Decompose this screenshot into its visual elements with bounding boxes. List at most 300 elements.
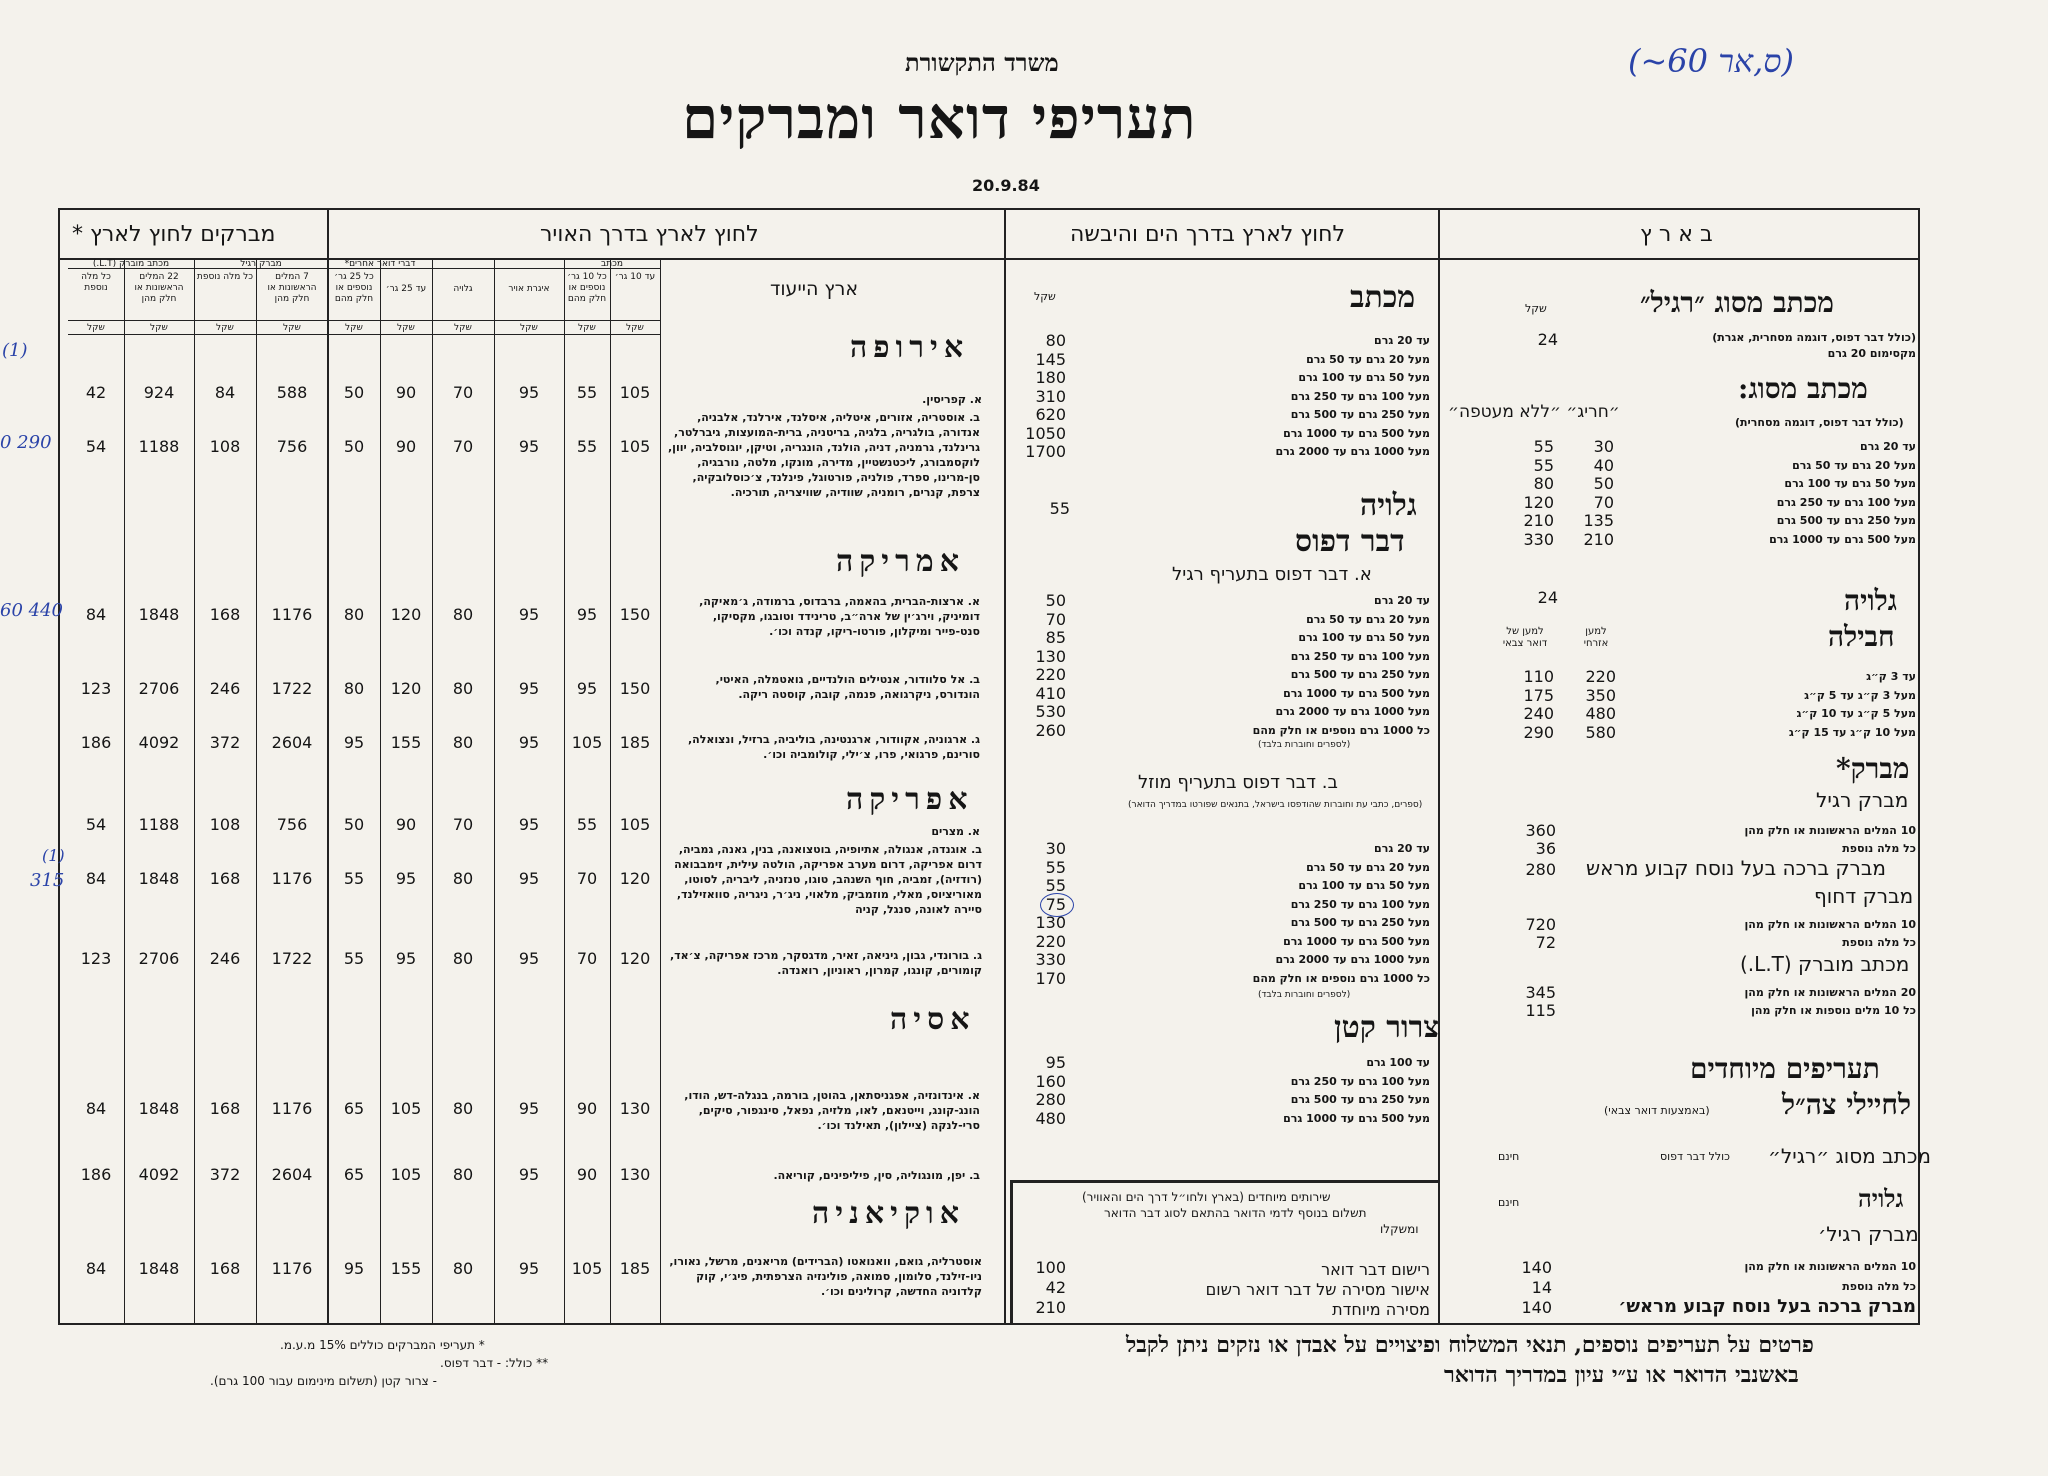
grid-col-line	[328, 260, 329, 1323]
surface-weight-label: מעל 100 גרם עד 250 גרם	[1290, 649, 1430, 663]
rate-cell: 95	[576, 679, 598, 698]
rate-cell: 55	[343, 869, 365, 888]
surface-printed-b-note: (ספרים, כתבי עת וחוברות שהודפסו בישראל, בתנאים שפורטו במדריך הדואר)	[1128, 800, 1423, 810]
surface-price: 170	[1035, 968, 1066, 988]
telegram-price: 720	[1525, 915, 1556, 934]
parcel-price-civil: 480	[1585, 704, 1616, 723]
rate-cell: 95	[518, 1259, 540, 1278]
domestic-regular-note: (כולל דבר דפוס, דוגמה מסחרית, אגרת) מקסימום 20 גרם	[1712, 331, 1916, 360]
unit-label: שקל	[87, 323, 105, 333]
rate-cell: 90	[395, 815, 417, 834]
domestic-tel-regular: מברק רגיל	[1816, 788, 1909, 812]
surface-weight-label: מעל 50 גרם עד 100 גרם	[1298, 879, 1430, 892]
region-europe: אירופה	[850, 330, 970, 365]
surface-price: 145	[1035, 349, 1066, 369]
rate-cell: 4092	[138, 733, 180, 752]
rate-cell: 105	[619, 815, 651, 834]
margin-note-3: 60 440	[0, 600, 63, 621]
surface-weight-label: עד 20 גרם	[1374, 594, 1430, 607]
destination-list: א. מצרים	[931, 825, 980, 838]
rate-cell: 1848	[138, 869, 180, 888]
surface-weight-label: מעל 500 גרם עד 1000 גרם	[1283, 426, 1430, 440]
special-service-abroad: 210	[1035, 1298, 1066, 1317]
parcel-price-military: 240	[1523, 704, 1554, 723]
col-header: כל 25 גר׳ נוספים או חלק מהם	[334, 272, 374, 304]
divider-air-surface	[1004, 208, 1006, 1324]
destination-list: אוסטרליה, גואם, וואנואטו (הברידים) מריאנים, מרשל, נאורו, ניו-זילנד, סלומון, סמואה, פולינזיה הצרפתית, פיג׳י, קוק קלדוניה החדשה, קרולינים וכו׳.	[669, 1255, 982, 1298]
surface-price: 95	[1045, 1053, 1066, 1072]
domestic-price-exception: 55	[1533, 437, 1554, 456]
grid-col-line	[124, 260, 125, 1323]
soldier-letter-note: כולל דבר דפוס	[1660, 1150, 1730, 1163]
domestic-price-noenv: 30	[1593, 437, 1614, 456]
domestic-price-noenv: 70	[1593, 492, 1614, 512]
rate-cell: 80	[452, 1099, 474, 1118]
domestic-telegram-title: מברק*	[1836, 752, 1910, 785]
rate-cell: 95	[343, 1259, 365, 1278]
surface-price: 1700	[1025, 442, 1066, 461]
rate-cell: 80	[452, 733, 474, 752]
rate-cell: 372	[209, 733, 241, 752]
rate-cell: 105	[619, 383, 651, 402]
footer-line2: באשנבי הדואר או ע״י עיון במדריך הדואר	[1444, 1362, 1799, 1388]
rate-cell: 246	[209, 679, 241, 698]
rate-cell: 155	[390, 1259, 422, 1278]
rate-cell: 95	[518, 1165, 540, 1184]
domestic-express-title: מכתב מסוג:	[1738, 372, 1868, 405]
rate-cell: 1848	[138, 605, 180, 624]
parcel-col-civil: למען אזרחי	[1583, 626, 1609, 649]
domestic-price-noenv: 50	[1593, 474, 1614, 493]
rate-cell: 95	[395, 949, 417, 968]
rate-cell: 50	[343, 437, 365, 456]
rate-cell: 95	[518, 605, 540, 624]
domestic-price-exception: 330	[1523, 529, 1554, 549]
rate-cell: 84	[85, 869, 107, 888]
group-header: מכתב מוברק (L.T.)	[92, 259, 170, 269]
soldier-telegram-label: כל מלה נוספת	[1842, 1280, 1916, 1293]
telegram-price: 360	[1525, 821, 1556, 840]
domestic-price-exception: 55	[1533, 455, 1554, 475]
grid-col-line	[610, 260, 611, 1323]
handwritten-note: (~60 ס,אר)	[1628, 42, 1794, 80]
grid-col-line	[432, 260, 433, 1323]
surface-price: 220	[1035, 931, 1066, 951]
col-header-surface: לחוץ לארץ בדרך הים והיבשה	[1070, 222, 1346, 247]
rate-cell: 1176	[271, 605, 313, 624]
unit-label: שקל	[216, 323, 234, 333]
rate-cell: 588	[276, 383, 308, 402]
rate-cell: 55	[343, 949, 365, 968]
telegram-label: 20 המלים הראשונות או חלק מהן	[1744, 986, 1916, 999]
rate-cell: 168	[209, 869, 241, 888]
surface-letter-title: מכתב	[1350, 280, 1416, 315]
surface-printed-title: דבר דפוס	[1295, 524, 1405, 559]
surface-weight-label: מעל 1000 גרם עד 2000 גרם	[1275, 953, 1430, 966]
unit-label: שקל	[345, 323, 363, 333]
domestic-weight-label: מעל 20 גרם עד 50 גרם	[1792, 458, 1916, 472]
region-oceania: אוקיאניה	[812, 1196, 965, 1231]
rate-cell: 120	[619, 869, 651, 888]
surface-weight-label: מעל 100 גרם עד 250 גרם	[1290, 897, 1430, 911]
parcel-price-military: 110	[1523, 667, 1554, 686]
grid-body-line	[68, 334, 660, 335]
col-header-air: לחוץ לארץ בדרך האויר	[540, 222, 759, 247]
grid-col-line	[660, 260, 661, 1323]
parcel-price-military: 290	[1523, 722, 1554, 742]
domestic-tel-urgent: מברק דחוף	[1814, 884, 1914, 908]
surface-price: 410	[1035, 683, 1066, 703]
col-header-domestic: ב א ר ץ	[1640, 222, 1713, 247]
rate-cell: 95	[518, 733, 540, 752]
rate-cell: 756	[276, 815, 308, 834]
surface-price: 80	[1045, 331, 1066, 350]
rate-cell: 1722	[271, 679, 313, 698]
domestic-price-exception: 120	[1523, 492, 1554, 512]
rate-cell: 70	[576, 869, 598, 888]
surface-unit: שקל	[1034, 290, 1056, 303]
surface-postcard-price: 55	[1049, 499, 1070, 518]
domestic-price-exception: 210	[1523, 511, 1554, 530]
special-service-domestic: 140	[1521, 1298, 1552, 1317]
surface-weight-label: מעל 1000 גרם עד 2000 גרם	[1275, 445, 1430, 458]
rate-cell: 1722	[271, 949, 313, 968]
domestic-weight-label: מעל 250 גרם עד 500 גרם	[1776, 514, 1916, 527]
telegram-price: 345	[1525, 983, 1556, 1002]
surface-weight-label: עד 20 גרם	[1374, 334, 1430, 347]
parcel-weight-label: מעל 10 ק״ג עד 15 ק״ג	[1788, 725, 1916, 739]
col-header: עד 25 גר׳	[385, 284, 427, 294]
destination-list: ג. ארגוניה, אקוודור, ארגנטינה, בוליביה, ברזיל, ונצואלה, סורינם, פרגואי, פרו, צ׳ילי, קולומביה וכו׳.	[688, 733, 980, 761]
rate-cell: 70	[452, 815, 474, 834]
circled-75	[1040, 893, 1074, 917]
special-service-domestic: 140	[1521, 1258, 1552, 1277]
rate-cell: 123	[80, 679, 112, 698]
parcel-weight-label: עד 3 ק״ג	[1866, 670, 1916, 683]
surface-weight-label: מעל 50 גרם עד 100 גרם	[1298, 631, 1430, 644]
rate-cell: 105	[390, 1099, 422, 1118]
table-bottom-border	[58, 1323, 1920, 1325]
region-america: אמריקה	[836, 544, 965, 579]
rate-cell: 186	[80, 1165, 112, 1184]
region-africa: אפריקה	[846, 782, 974, 817]
rate-cell: 80	[452, 869, 474, 888]
rate-cell: 95	[518, 1099, 540, 1118]
rate-cell: 80	[452, 1259, 474, 1278]
rate-cell: 70	[452, 437, 474, 456]
ministry-name: משרד התקשורת	[905, 48, 1059, 77]
domestic-tel-greeting: מברק ברכה בעל נוסח קבוע מראש	[1586, 856, 1886, 880]
rate-cell: 756	[276, 437, 308, 456]
parcel-weight-label: מעל 3 ק״ג עד 5 ק״ג	[1804, 688, 1916, 702]
soldiers-note: (באמצעות דואר צבאי)	[1604, 1104, 1710, 1117]
rate-cell: 168	[209, 605, 241, 624]
special-service-label: רישום דבר דואר	[1321, 1260, 1430, 1279]
rate-cell: 55	[576, 437, 598, 456]
rate-cell: 84	[85, 1259, 107, 1278]
rate-cell: 95	[395, 869, 417, 888]
grid-unit-line	[68, 320, 660, 321]
surface-weight-label: מעל 20 גרם עד 50 גרם	[1306, 612, 1430, 626]
special-sub2: ומשקלו	[1380, 1222, 1419, 1236]
surface-weight-label: מעל 100 גרם עד 250 גרם	[1290, 1074, 1430, 1088]
surface-weight-label: מעל 250 גרם עד 500 גרם	[1290, 668, 1430, 681]
surface-weight-label: מעל 250 גרם עד 500 גרם	[1290, 408, 1430, 421]
col-header: 7 המלים הראשונות או חלק מהן	[267, 272, 317, 304]
surface-weight-label: מעל 250 גרם עד 500 גרם	[1290, 1093, 1430, 1106]
unit-label: שקל	[283, 323, 301, 333]
surface-small-packet-title: צרור קטן	[1334, 1010, 1440, 1045]
domestic-weight-label: מעל 500 גרם עד 1000 גרם	[1769, 532, 1916, 546]
divider-surface-domestic	[1438, 208, 1440, 1324]
destination-list: ב. אוסטריה, אזורים, איטליה, איסלנד, אירלנד, אלבניה, אנדורה, בולגריה, בלגיה, בריטניה, ברית-המועצות, גיברלטר, גרינלנד, גרמניה, דניה, הולנד, הונגריה, וטיקן, יוגוסלביה, יוון, לוקסמבורג, ליכטנשטיין, מדירה, מונקו, מלטה, נורבגיה, סן-מרינו, ספרד, פולניה, פורטוגל, פינלנד, צ׳כוסלובקיה, צרפת, קנרים, רומניה, שוודיה, שוויצריה, תורכיה.	[668, 411, 980, 499]
destination-list: א. אינדונזיה, אפגניסתאן, בהוטן, בורמה, בנגלה-דש, הודו, הונג-קונג, וייטנאם, לאו, מלזיה, נפאל, סינגפור, סיקים, סרי-לנקה (ציילון), תאילנד וכו׳.	[684, 1089, 980, 1132]
domestic-parcel-title: חבילה	[1828, 620, 1895, 653]
grid-col-line	[564, 260, 565, 1323]
parcel-col-military: למען של דואר צבאי	[1502, 626, 1548, 649]
date: 20.9.84	[972, 176, 1040, 195]
rate-cell: 150	[619, 679, 651, 698]
rate-cell: 84	[214, 383, 236, 402]
soldiers-sub: לחיילי צה״ל	[1782, 1088, 1912, 1121]
unit-label: שקל	[397, 323, 415, 333]
surface-price: 260	[1035, 720, 1066, 740]
rate-cell: 120	[390, 679, 422, 698]
surface-weight-label: מעל 500 גרם עד 1000 גרם	[1283, 1111, 1430, 1125]
rate-cell: 168	[209, 1259, 241, 1278]
special-title: שירותים מיוחדים (בארץ ולחו״ל דרך הים והאוויר)	[1082, 1190, 1331, 1204]
domestic-regular-title: מכתב מסוג ״רגיל״	[1640, 286, 1834, 319]
rate-cell: 1848	[138, 1099, 180, 1118]
surface-price: 330	[1035, 950, 1066, 969]
surface-price: 310	[1035, 386, 1066, 406]
surface-price: 55	[1045, 857, 1066, 877]
dest-header: ארץ הייעוד	[770, 278, 859, 300]
telegram-label: כל מלה נוספת	[1842, 842, 1916, 855]
telegram-label: כל 10 מלים נוספות או חלק מהן	[1751, 1004, 1916, 1017]
rate-cell: 155	[390, 733, 422, 752]
rate-cell: 2706	[138, 679, 180, 698]
rate-cell: 95	[518, 383, 540, 402]
domestic-price-noenv: 135	[1583, 511, 1614, 530]
col-header: גלויה	[453, 284, 473, 294]
region-asia: אסיה	[890, 1002, 976, 1037]
rate-cell: 70	[452, 383, 474, 402]
rate-cell: 186	[80, 733, 112, 752]
footnote-1: * תעריפי המברקים כוללים 15% מ.ע.מ.	[280, 1338, 485, 1352]
grid-col-line	[256, 260, 257, 1323]
rate-cell: 95	[518, 815, 540, 834]
group-header: מברק רגיל	[240, 259, 282, 269]
telegram-label: 10 המלים הראשונות או חלק מהן	[1744, 918, 1916, 931]
domestic-tel-greeting-price: 280	[1525, 860, 1556, 879]
soldier-telegram: מברק רגיל׳	[1818, 1222, 1919, 1246]
margin-note-5: 315	[30, 870, 65, 891]
parcel-price-civil: 350	[1585, 685, 1616, 705]
surface-weight-label: מעל 50 גרם עד 100 גרם	[1298, 371, 1430, 384]
soldier-telegram-label: מברק ברכה בעל נוסח קבוע מראש׳	[1618, 1296, 1916, 1317]
rate-cell: 130	[619, 1165, 651, 1184]
col-header: עד 10 גר׳	[614, 272, 656, 282]
surface-price: 160	[1035, 1071, 1066, 1091]
soldiers-title: תעריפים מיוחדים	[1690, 1052, 1880, 1085]
rate-cell: 108	[209, 815, 241, 834]
col-header-telegram: מברקים לחוץ לארץ *	[72, 222, 276, 247]
rate-cell: 105	[571, 1259, 603, 1278]
telegram-price: 115	[1525, 1001, 1556, 1020]
surface-printed-b: ב. דבר דפוס בתעריף מוזל	[1138, 772, 1338, 793]
rate-cell: 84	[85, 605, 107, 624]
domestic-weight-label: מעל 50 גרם עד 100 גרם	[1784, 477, 1916, 490]
rate-cell: 130	[619, 1099, 651, 1118]
domestic-regular-price: 24	[1537, 330, 1558, 349]
surface-weight-label: כל 1000 גרם נוספים או חלק מהם	[1252, 723, 1430, 737]
surface-price: 85	[1045, 628, 1066, 647]
rate-cell: 185	[619, 1259, 651, 1278]
col-header: כל מלה נוספת	[196, 272, 254, 282]
rate-cell: 105	[571, 733, 603, 752]
domestic-postcard-price: 24	[1537, 588, 1558, 607]
parcel-price-civil: 580	[1585, 722, 1616, 742]
domestic-postcard-title: גלויה	[1844, 584, 1897, 617]
domestic-express-name: ״חריג״ ״ללא מעטפה״	[1448, 402, 1620, 422]
special-service-abroad: 100	[1035, 1258, 1066, 1277]
telegram-price: 72	[1535, 933, 1556, 952]
domestic-weight-label: עד 20 גרם	[1860, 440, 1916, 453]
rate-cell: 80	[452, 1165, 474, 1184]
surface-price: 50	[1045, 591, 1066, 610]
parcel-price-military: 175	[1523, 685, 1554, 705]
margin-note-1: (1)	[2, 340, 28, 361]
rate-cell: 95	[576, 605, 598, 624]
rate-cell: 1176	[271, 1099, 313, 1118]
rate-cell: 95	[518, 869, 540, 888]
table-top-border	[58, 208, 1920, 210]
soldier-postcard: גלויה	[1858, 1184, 1904, 1213]
rate-cell: 123	[80, 949, 112, 968]
rate-cell: 108	[209, 437, 241, 456]
rate-cell: 80	[452, 605, 474, 624]
rate-cell: 65	[343, 1165, 365, 1184]
books-only-note: (לספרים וחוברות בלבד)	[1258, 740, 1351, 750]
rate-cell: 2604	[271, 733, 313, 752]
surface-price: 130	[1035, 913, 1066, 932]
rate-cell: 150	[619, 605, 651, 624]
surface-weight-label: מעל 20 גרם עד 50 גרם	[1306, 352, 1430, 366]
special-service-label: מסירה מיוחדת	[1332, 1300, 1430, 1319]
rate-cell: 1848	[138, 1259, 180, 1278]
rate-cell: 1188	[138, 437, 180, 456]
surface-weight-label: מעל 500 גרם עד 1000 גרם	[1283, 686, 1430, 700]
rate-cell: 54	[85, 815, 107, 834]
rate-cell: 55	[576, 815, 598, 834]
soldier-letter: מכתב מסוג ״רגיל״	[1768, 1144, 1931, 1168]
soldier-telegram-label: 10 המלים הראשונות או חלק מהן	[1744, 1260, 1916, 1273]
special-sub1: תשלום בנוסף לדמי הדואר בהתאם לסוג דבר הדואר	[1104, 1206, 1367, 1220]
rate-cell: 54	[85, 437, 107, 456]
soldier-postcard-free: חינם	[1498, 1196, 1520, 1209]
destination-list: ג. בורונדי, גבון, גיניאה, זאיר, מדגסקר, מרכז אפריקה, צ׳אד, קומורים, קונגו, קמרון, ראוניון, רואנדה.	[669, 949, 982, 977]
rate-cell: 70	[576, 949, 598, 968]
rate-cell: 120	[390, 605, 422, 624]
surface-price: 180	[1035, 368, 1066, 387]
grid-col-line	[380, 260, 381, 1323]
surface-weight-label: מעל 250 גרם עד 500 גרם	[1290, 916, 1430, 929]
surface-price: 620	[1035, 405, 1066, 424]
surface-weight-label: כל 1000 גרם נוספים או חלק מהם	[1252, 971, 1430, 985]
grid-col-line	[494, 260, 495, 1323]
rate-cell: 120	[619, 949, 651, 968]
rate-cell: 95	[518, 679, 540, 698]
page-title: תעריפי דואר ומברקים	[682, 84, 1197, 152]
surface-price: 130	[1035, 646, 1066, 666]
col-header: כל 10 גר׳ נוספים או חלק מהם	[567, 272, 607, 304]
surface-weight-label: עד 20 גרם	[1374, 842, 1430, 855]
rate-cell: 42	[85, 383, 107, 402]
special-service-label: אישור מסירה של דבר דואר רשום	[1205, 1280, 1430, 1299]
col-header: איגרת אויר	[508, 284, 550, 294]
unit-label: שקל	[520, 323, 538, 333]
domestic-price-noenv: 210	[1583, 529, 1614, 549]
surface-weight-label: עד 100 גרם	[1366, 1056, 1430, 1069]
surface-weight-label: מעל 500 גרם עד 1000 גרם	[1283, 934, 1430, 948]
rate-cell: 80	[452, 949, 474, 968]
surface-price: 75	[1045, 894, 1066, 914]
rate-cell: 1176	[271, 869, 313, 888]
rate-cell: 2706	[138, 949, 180, 968]
rate-cell: 84	[85, 1099, 107, 1118]
rate-cell: 372	[209, 1165, 241, 1184]
rate-cell: 1176	[271, 1259, 313, 1278]
margin-note-2: 0 290	[0, 432, 52, 453]
grid-col-line	[194, 260, 195, 1323]
rate-cell: 90	[576, 1165, 598, 1184]
rate-cell: 90	[395, 383, 417, 402]
rate-cell: 95	[518, 437, 540, 456]
rate-cell: 50	[343, 383, 365, 402]
destination-list: א. קפריסין.	[922, 393, 982, 406]
surface-weight-label: מעל 100 גרם עד 250 גרם	[1290, 389, 1430, 403]
parcel-price-civil: 220	[1585, 667, 1616, 686]
rate-cell: 90	[576, 1099, 598, 1118]
telegram-label: כל מלה נוספת	[1842, 936, 1916, 949]
surface-price: 70	[1045, 609, 1066, 629]
surface-printed-a: א. דבר דפוס בתעריף רגיל	[1172, 564, 1372, 585]
domestic-price-noenv: 40	[1593, 455, 1614, 475]
rate-cell: 95	[343, 733, 365, 752]
col-header: כל מלה נוספת	[81, 272, 111, 293]
footnote-3: - צרור קטן (תשלום מינימום עבור 100 גרם).	[210, 1374, 437, 1388]
rate-cell: 924	[143, 383, 175, 402]
telegram-label: 10 המלים הראשונות או חלק מהן	[1744, 824, 1916, 837]
surface-price: 30	[1045, 839, 1066, 858]
destination-list: ב. אל סלוודור, אנטילים הולנדיים, גואטמלה, האיטי, הונדורס, ניקרגואה, פנמה, קובה, קוסטה ריקה.	[715, 673, 980, 701]
domestic-lt-title: מכתב מוברק (L.T.)	[1740, 952, 1910, 976]
surface-price: 530	[1035, 702, 1066, 721]
group-header: מכתב	[601, 259, 623, 269]
rate-cell: 2604	[271, 1165, 313, 1184]
parcel-weight-label: מעל 5 ק״ג עד 10 ק״ג	[1796, 707, 1916, 720]
domestic-unit: שקל	[1525, 302, 1547, 315]
soldier-letter-free: חינם	[1498, 1150, 1520, 1163]
telegram-price: 36	[1535, 839, 1556, 858]
rate-cell: 80	[343, 605, 365, 624]
rate-cell: 95	[518, 949, 540, 968]
destination-list: ב. אוגנדה, אנגולה, אתיופיה, בוטצואנה, בנין, גאנה, גמביה, דרום אפריקה, דרום מערב אפריקה, הולטה עילית, זימבבואה (רודזיה), זמביה, חוף השנהב, טוגו, טנזניה, ליבריה, לסוטו, מאוריציוס, מאלי, מוזמביק, מלאוי, ניג׳ר, ניגריה, סוואזילנד, סיירה לאונה, סנגל, קניה	[674, 843, 982, 916]
surface-price: 1050	[1025, 423, 1066, 443]
col-header: 22 המלים הראשונות או חלק מהן	[134, 272, 184, 304]
group-header: דברי דואר אחרים*	[344, 259, 416, 269]
